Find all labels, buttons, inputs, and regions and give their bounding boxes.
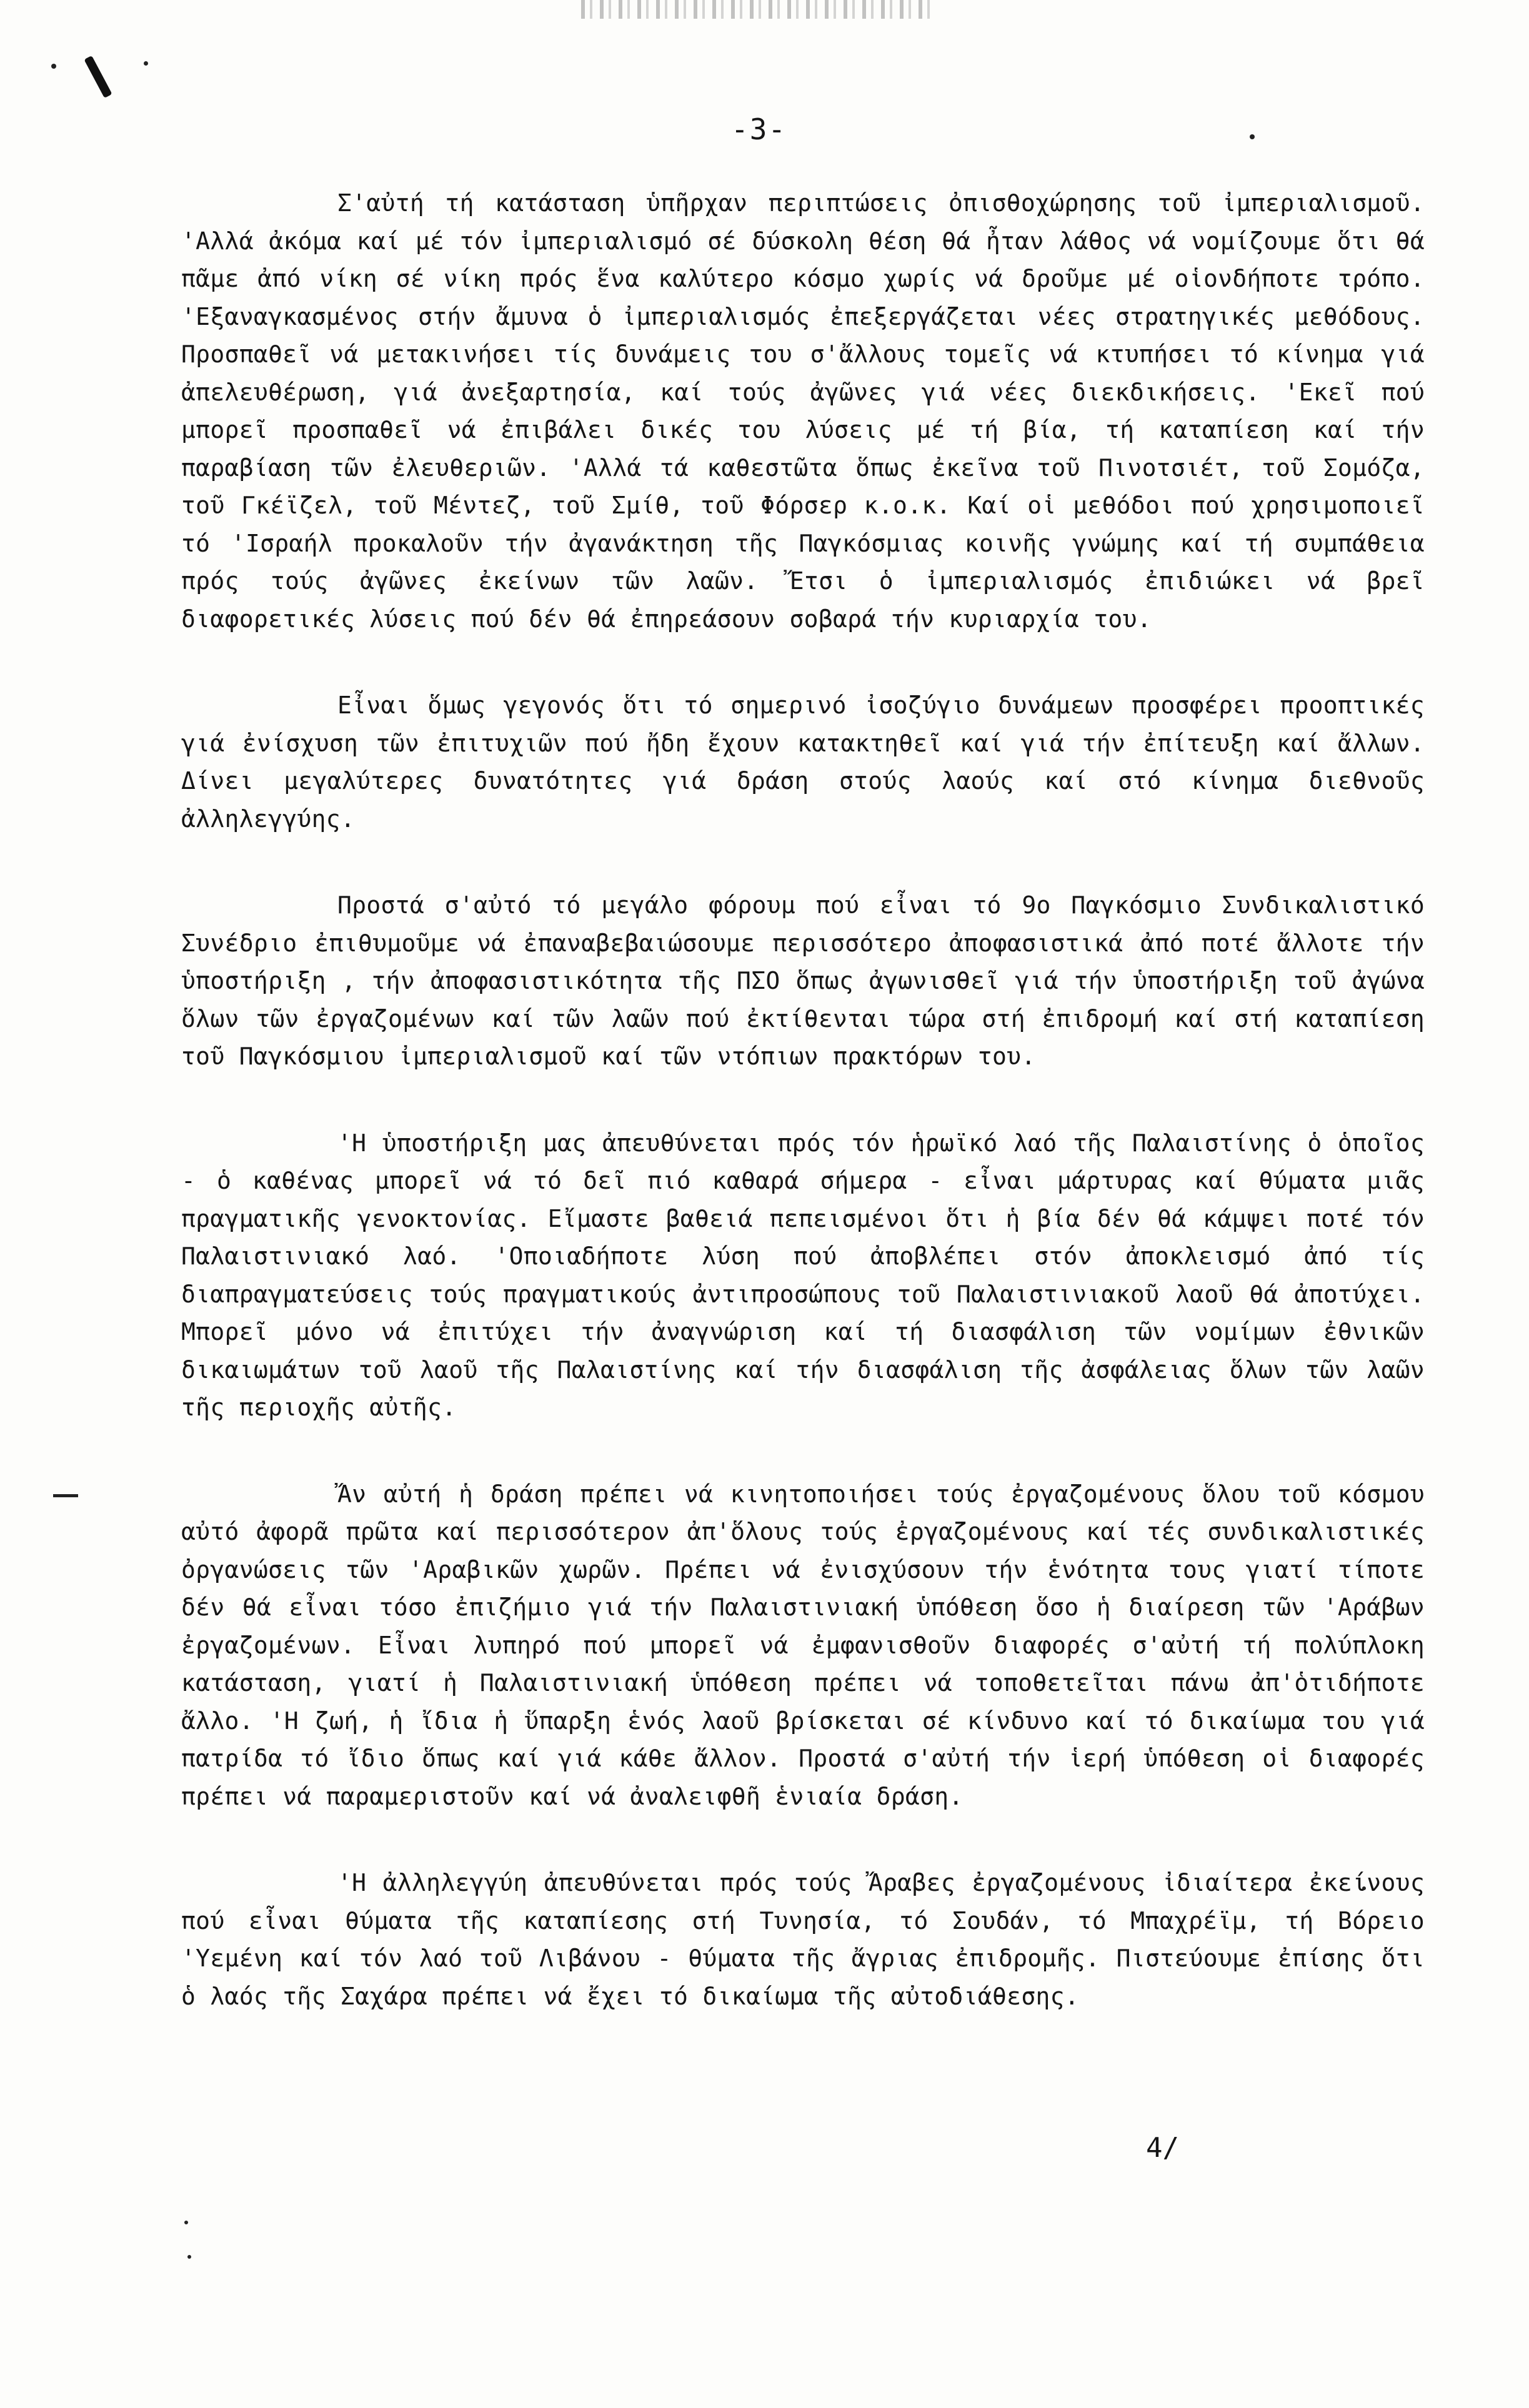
ink-dash [53, 1494, 78, 1497]
scan-artifact-top [581, 0, 931, 19]
ink-speck [187, 2255, 191, 2259]
paragraph: 'Η ὑποστήριξη μας ἀπευθύνεται πρός τόν ἡρωϊκό λαό τῆς Παλαιστίνης ὁ ὁποῖος - ὁ καθένας μπορεῖ νά τό δεῖ πιό καθαρά σήμερα - εἶναι μάρτυρας καί θύματα μιᾶς πραγματικῆς γενοκτονίας. Εἴμαστε βαθειά πεπεισμένοι ὅτι ἡ βία δέν θά κάμψει ποτέ τόν Παλαιστινιακό λαό. 'Οποιαδήποτε λύση πού ἀποβλέπει στόν ἀποκλεισμό ἀπό τίς διαπραγματεύσεις τούς πραγματικούς ἀντιπροσώπους τοῦ Παλαιστινιακοῦ λαοῦ θά ἀποτύχει. Μπορεῖ μόνο νά ἐπιτύχει τήν ἀναγνώριση καί τή διασφάλιση τῶν νομίμων ἐθνικῶν δικαιωμάτων τοῦ λαοῦ τῆς Παλαιστίνης καί τήν διασφάλιση τῆς ἀσφάλειας ὅλων τῶν λαῶν τῆς περιοχῆς αὐτῆς. [181, 1129, 1425, 1421]
document-body [181, 184, 1425, 2054]
page-continuation-marker: 4/ [1146, 2132, 1179, 2164]
ink-speck [51, 64, 56, 69]
paragraph: Σ'αὐτή τή κατάσταση ὑπῆρχαν περιπτώσεις ὀπισθοχώρησης τοῦ ἰμπεριαλισμοῦ. 'Αλλά ἀκόμα καί μέ τόν ἰμπεριαλισμό σέ δύσκολη θέση θά ἦταν λάθος νά νομίζουμε ὅτι θά πᾶμε ἀπό νίκη σέ νίκη πρός ἕνα καλύτερο κόσμο χωρίς νά δροῦμε μέ οἱονδήποτε τρόπο. 'Εξαναγκασμένος στήν ἄμυνα ὁ ἰμπεριαλισμός ἐπεξεργάζεται νέες στρατηγικές μεθόδους. Προσπαθεῖ νά μετακινήσει τίς δυνάμεις του σ'ἄλλους τομεῖς νά κτυπήσει τό κίνημα γιά ἀπελευθέρωση, γιά ἀνεξαρτησία, καί τούς ἀγῶνες γιά νέες διεκδικήσεις. 'Εκεῖ πού μπορεῖ προσπαθεῖ νά ἐπιβάλει δικές του λύσεις μέ τή βία, τή καταπίεση καί τήν παραβίαση τῶν ἐλευθεριῶν. 'Αλλά τά καθεστῶτα ὅπως ἐκεῖνα τοῦ Πινοτσιέτ, τοῦ Σομόζα, τοῦ Γκέϊζελ, τοῦ Μέντεζ, τοῦ Σμίθ, τοῦ Φόρσερ κ.ο.κ. Καί οἱ μεθόδοι πού χρησιμοποιεῖ τό 'Ισραήλ προκαλοῦν τήν ἀγανάκτηση τῆς Παγκόσμιας κοινῆς γνώμης καί τή συμπάθεια πρός τούς ἀγῶνες ἐκείνων τῶν λαῶν. Ἔτσι ὁ ἰμπεριαλισμός ἐπιδιώκει νά βρεῖ διαφορετικές λύσεις πού δέν θά ἐπηρεάσουν σοβαρά τήν κυριαρχία του. [181, 189, 1425, 633]
ink-speck [1250, 134, 1255, 139]
ink-speck [144, 61, 148, 66]
page-number: -3- [731, 112, 787, 146]
paragraph: Εἶναι ὅμως γεγονός ὅτι τό σημερινό ἰσοζύγιο δυνάμεων προσφέρει προοπτικές γιά ἐνίσχυση τῶν ἐπιτυχιῶν πού ἤδη ἔχουν κατακτηθεῖ καί γιά τήν ἐπίτευξη καί ἄλλων. Δίνει μεγαλύτερες δυνατότητες γιά δράση στούς λαούς καί στό κίνημα διεθνοῦς ἀλληλεγγύης. [181, 691, 1425, 833]
paragraph: Ἄν αὐτή ἡ δράση πρέπει νά κινητοποιήσει τούς ἐργαζομένους ὅλου τοῦ κόσμου αὐτό ἀφορᾶ πρῶτα καί περισσότερον ἀπ'ὅλους τούς ἐργαζομένους καί τές συνδικαλιστικές ὀργανώσεις τῶν 'Αραβικῶν χωρῶν. Πρέπει νά ἐνισχύσουν τήν ἑνότητα τους γιατί τίποτε δέν θά εἶναι τόσο ἐπιζήμιο γιά τήν Παλαιστινιακή ὑπόθεση ὅσο ἡ διαίρεση τῶν 'Αράβων ἐργαζομένων. Εἶναι λυπηρό πού μπορεῖ νά ἐμφανισθοῦν διαφορές σ'αὐτή τή πολύπλοκη κατάσταση, γιατί ἡ Παλαιστινιακή ὑπόθεση πρέπει νά τοποθετεῖται πάνω ἀπ'ὁτιδήποτε ἄλλο. 'Η ζωή, ἡ ἴδια ἡ ὕπαρξη ἑνός λαοῦ βρίσκεται σέ κίνδυνο καί τό δικαίωμα του γιά πατρίδα τό ἴδιο ὅπως καί γιά κάθε ἄλλον. Προστά σ'αὐτή τήν ἱερή ὑπόθεση οἱ διαφορές πρέπει νά παραμεριστοῦν καί νά ἀναλειφθῆ ἑνιαία δράση. [181, 1480, 1425, 1810]
ink-speck [184, 2221, 188, 2224]
paragraph: Προστά σ'αὐτό τό μεγάλο φόρουμ πού εἶναι τό 9ο Παγκόσμιο Συνδικαλιστικό Συνέδριο ἐπιθυμοῦμε νά ἐπαναβεβαιώσουμε περισσότερο ἀποφασιστικά ἀπό ποτέ ἄλλοτε τήν ὑποστήριξη , τήν ἀποφασιστικότητα τῆς ΠΣΟ ὅπως ἀγωνισθεῖ γιά τήν ὑποστήριξη τοῦ ἀγώνα ὅλων τῶν ἐργαζομένων καί τῶν λαῶν πού ἐκτίθενται τώρα στή ἐπιδρομή καί στή καταπίεση τοῦ Παγκόσμιου ἰμπεριαλισμοῦ καί τῶν ντόπιων πρακτόρων του. [181, 891, 1425, 1070]
ink-mark [84, 56, 112, 98]
paragraph: 'Η ἀλληλεγγύη ἀπευθύνεται πρός τούς Ἄραβες ἐργαζομένους ἰδιαίτερα ἐκείνους πού εἶναι θύματα τῆς καταπίεσης στή Τυνησία, τό Σουδάν, τό Μπαχρέϊμ, τή Βόρειο 'Υεμένη καί τόν λαό τοῦ Λιβάνου - θύματα τῆς ἄγριας ἐπιδρομῆς. Πιστεύουμε ἐπίσης ὅτι ὁ λαός τῆς Σαχάρα πρέπει νά ἔχει τό δικαίωμα τῆς αὐτοδιάθεσης. [181, 1869, 1425, 2010]
